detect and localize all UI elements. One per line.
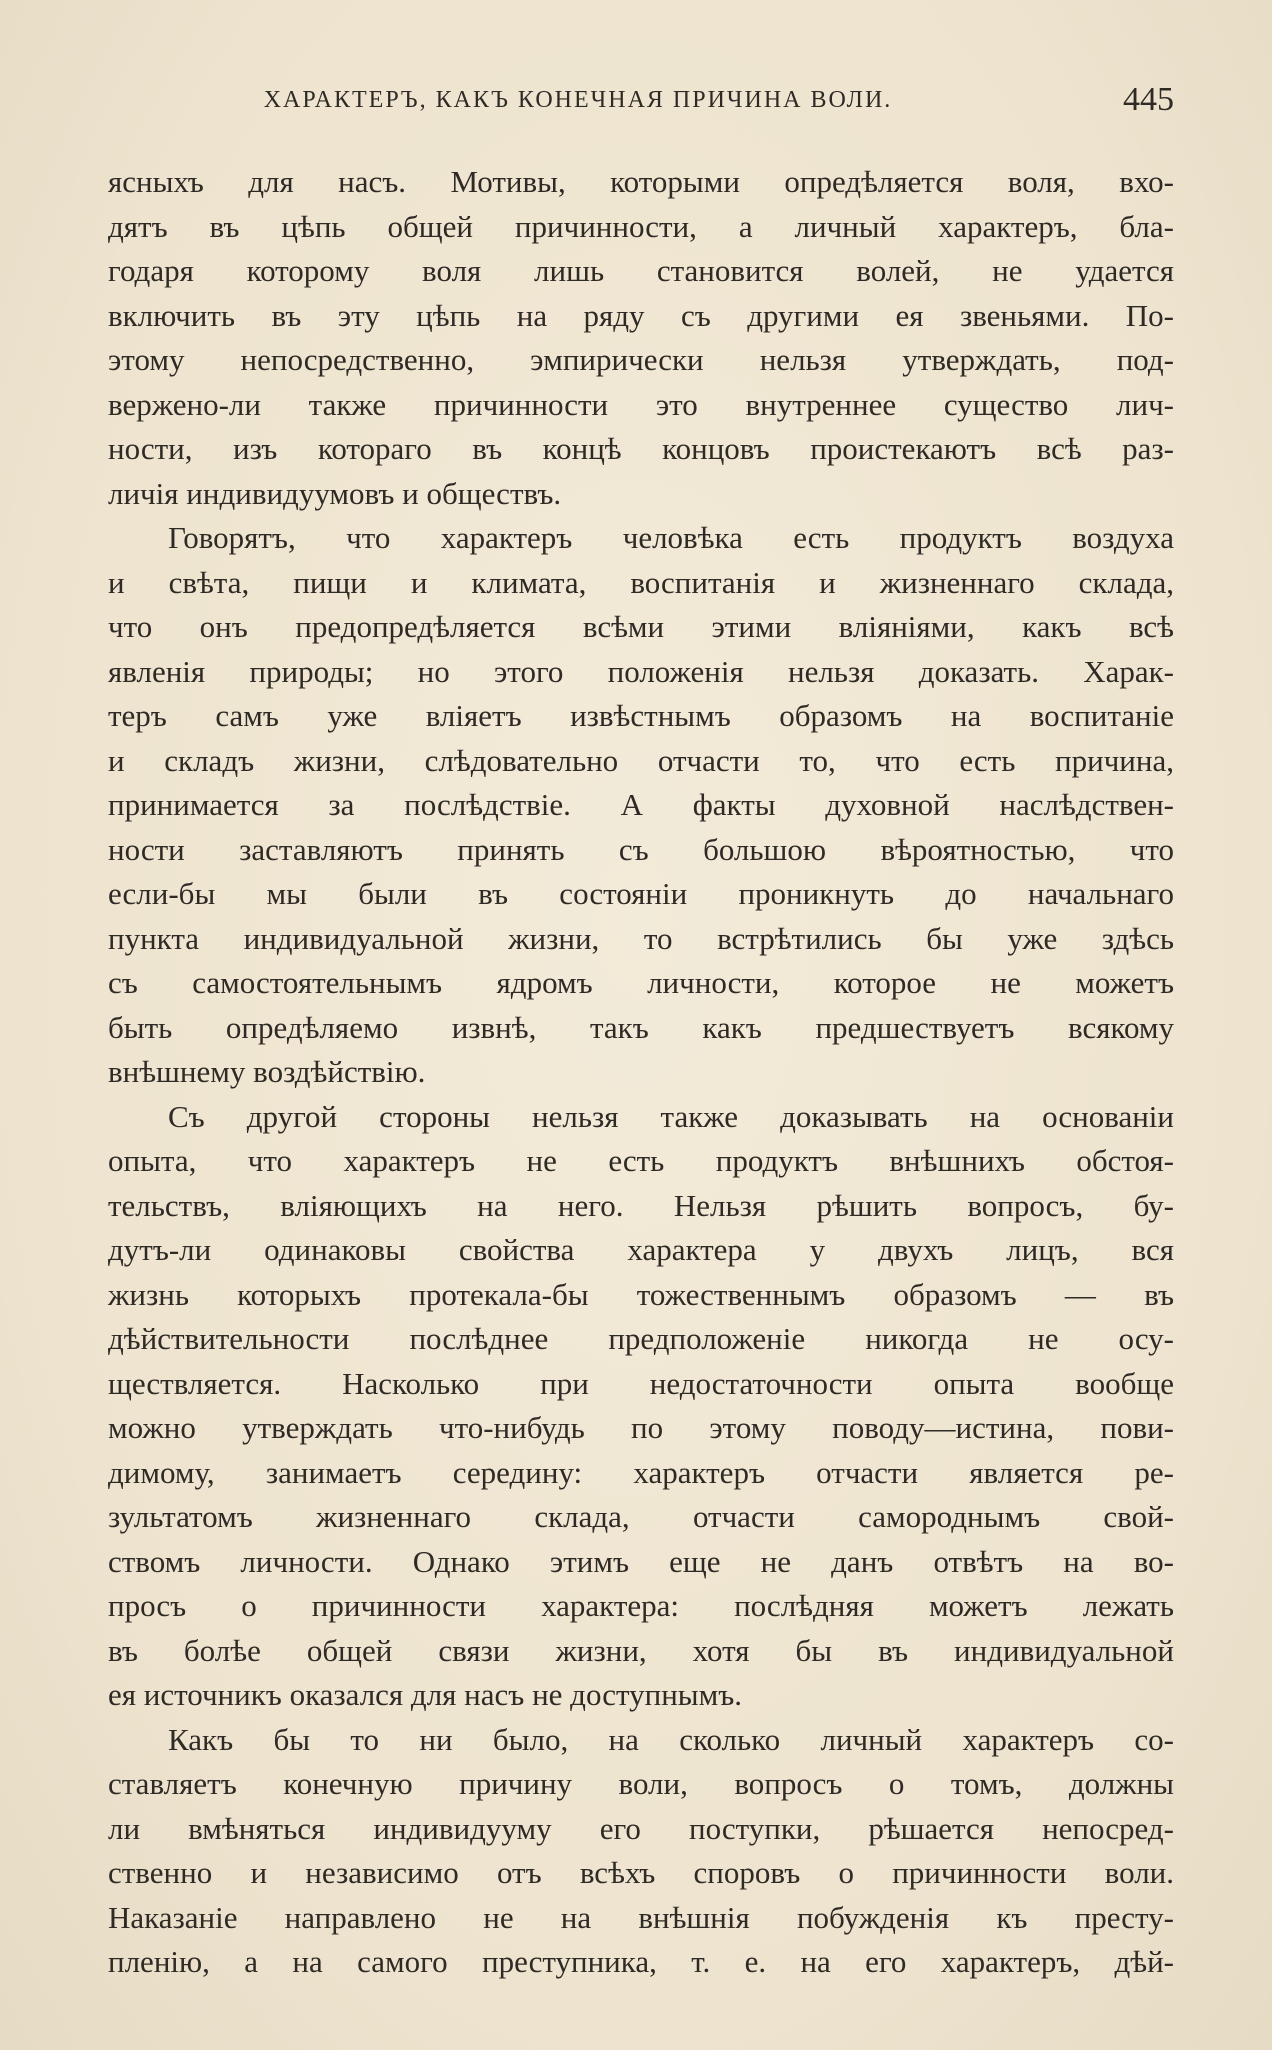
body-text <box>108 160 1174 1985</box>
text-line: Наказаніе направлено не на внѣшнія побужденія къ престу- <box>108 1899 1174 1935</box>
text-line: годаря которому воля лишь становится волей, не удается <box>108 253 1174 288</box>
text-line: ности, изъ котораго въ концѣ концовъ проистекаютъ всѣ раз- <box>108 431 1174 466</box>
text-line: личія индивидуумовъ и обществъ. <box>108 475 562 511</box>
text-line: Какъ бы то ни было, на сколько личный характеръ со- <box>168 1721 1174 1757</box>
text-line: ствомъ личности. Однако этимъ еще не данъ отвѣтъ на во- <box>108 1543 1174 1579</box>
text-line: включить въ эту цѣпь на ряду съ другими ея звеньями. По- <box>108 297 1174 333</box>
text-line: съ самостоятельнымъ ядромъ личности, которое не можетъ <box>108 965 1174 1000</box>
page-header <box>108 78 1174 122</box>
text-line: ставляетъ конечную причину воли, вопросъ о томъ, должны <box>108 1766 1174 1801</box>
text-line: дятъ въ цѣпь общей причинности, а личный характеръ, бла- <box>108 208 1174 244</box>
text-line: можно утверждать что-нибудь по этому поводу—истина, пови- <box>108 1410 1174 1445</box>
text-line: дутъ-ли одинаковы свойства характера у двухъ лицъ, вся <box>108 1232 1174 1267</box>
text-line: внѣшнему воздѣйствію. <box>108 1054 426 1089</box>
text-line: ея источникъ оказался для насъ не доступнымъ. <box>108 1677 743 1712</box>
text-line: ственно и независимо отъ всѣхъ споровъ о причинности воли. <box>108 1855 1174 1890</box>
text-line: теръ самъ уже вліяетъ извѣстнымъ образомъ на воспитаніе <box>108 698 1174 733</box>
text-line: ясныхъ для насъ. Мотивы, которыми опредѣляется воля, вхо- <box>108 164 1174 199</box>
text-line: димому, занимаетъ середину: характеръ отчасти является ре- <box>108 1454 1174 1490</box>
text-line: дѣйствительности послѣднее предположеніе никогда не осу- <box>108 1321 1174 1356</box>
text-line: принимается за послѣдствіе. А факты духовной наслѣдствен- <box>108 787 1174 822</box>
text-line: если-бы мы были въ состояніи проникнуть до начальнаго <box>108 876 1174 911</box>
text-line: вержено-ли также причинности это внутреннее существо лич- <box>108 386 1174 422</box>
text-line: опыта, что характеръ не есть продуктъ внѣшнихъ обстоя- <box>108 1143 1174 1178</box>
text-line: что онъ предопредѣляется всѣми этими вліяніями, какъ всѣ <box>108 609 1174 644</box>
text-line: ли вмѣняться индивидууму его поступки, рѣшается непосред- <box>108 1810 1174 1846</box>
text-line: въ болѣе общей связи жизни, хотя бы въ индивидуальной <box>108 1632 1174 1668</box>
page-number: 445 <box>1123 81 1174 118</box>
text-line: ществляется. Насколько при недостаточности опыта вообще <box>108 1365 1174 1401</box>
text-line: и складъ жизни, слѣдовательно отчасти то, что есть причина, <box>108 742 1174 778</box>
text-line: зультатомъ жизненнаго склада, отчасти самороднымъ свой- <box>108 1499 1174 1534</box>
text-line: тельствъ, вліяющихъ на него. Нельзя рѣшить вопросъ, бу- <box>108 1187 1174 1223</box>
text-line: Говорятъ, что характеръ человѣка есть продуктъ воздуха <box>168 520 1174 555</box>
text-line: этому непосредственно, эмпирически нельзя утверждать, под- <box>108 342 1174 377</box>
text-line: ности заставляютъ принять съ большою вѣроятностью, что <box>108 831 1174 867</box>
text-line: Съ другой стороны нельзя также доказывать на основаніи <box>168 1098 1174 1134</box>
text-line: быть опредѣляемо извнѣ, такъ какъ предшествуетъ всякому <box>108 1009 1174 1045</box>
text-line: явленія природы; но этого положенія нельзя доказать. Харак- <box>108 653 1174 689</box>
text-line: пункта индивидуальной жизни, то встрѣтились бы уже здѣсь <box>108 920 1174 956</box>
text-line: просъ о причинности характера: послѣдняя можетъ лежать <box>108 1588 1174 1623</box>
text-line: и свѣта, пищи и климата, воспитанія и жизненнаго склада, <box>108 564 1174 600</box>
running-title: ХАРАКТЕРЪ, КАКЪ КОНЕЧНАЯ ПРИЧИНА ВОЛИ. <box>263 87 893 113</box>
text-line: жизнь которыхъ протекала-бы тожественнымъ образомъ — въ <box>108 1276 1174 1312</box>
text-line: пленію, а на самого преступника, т. е. на его характеръ, дѣй- <box>108 1944 1174 1979</box>
